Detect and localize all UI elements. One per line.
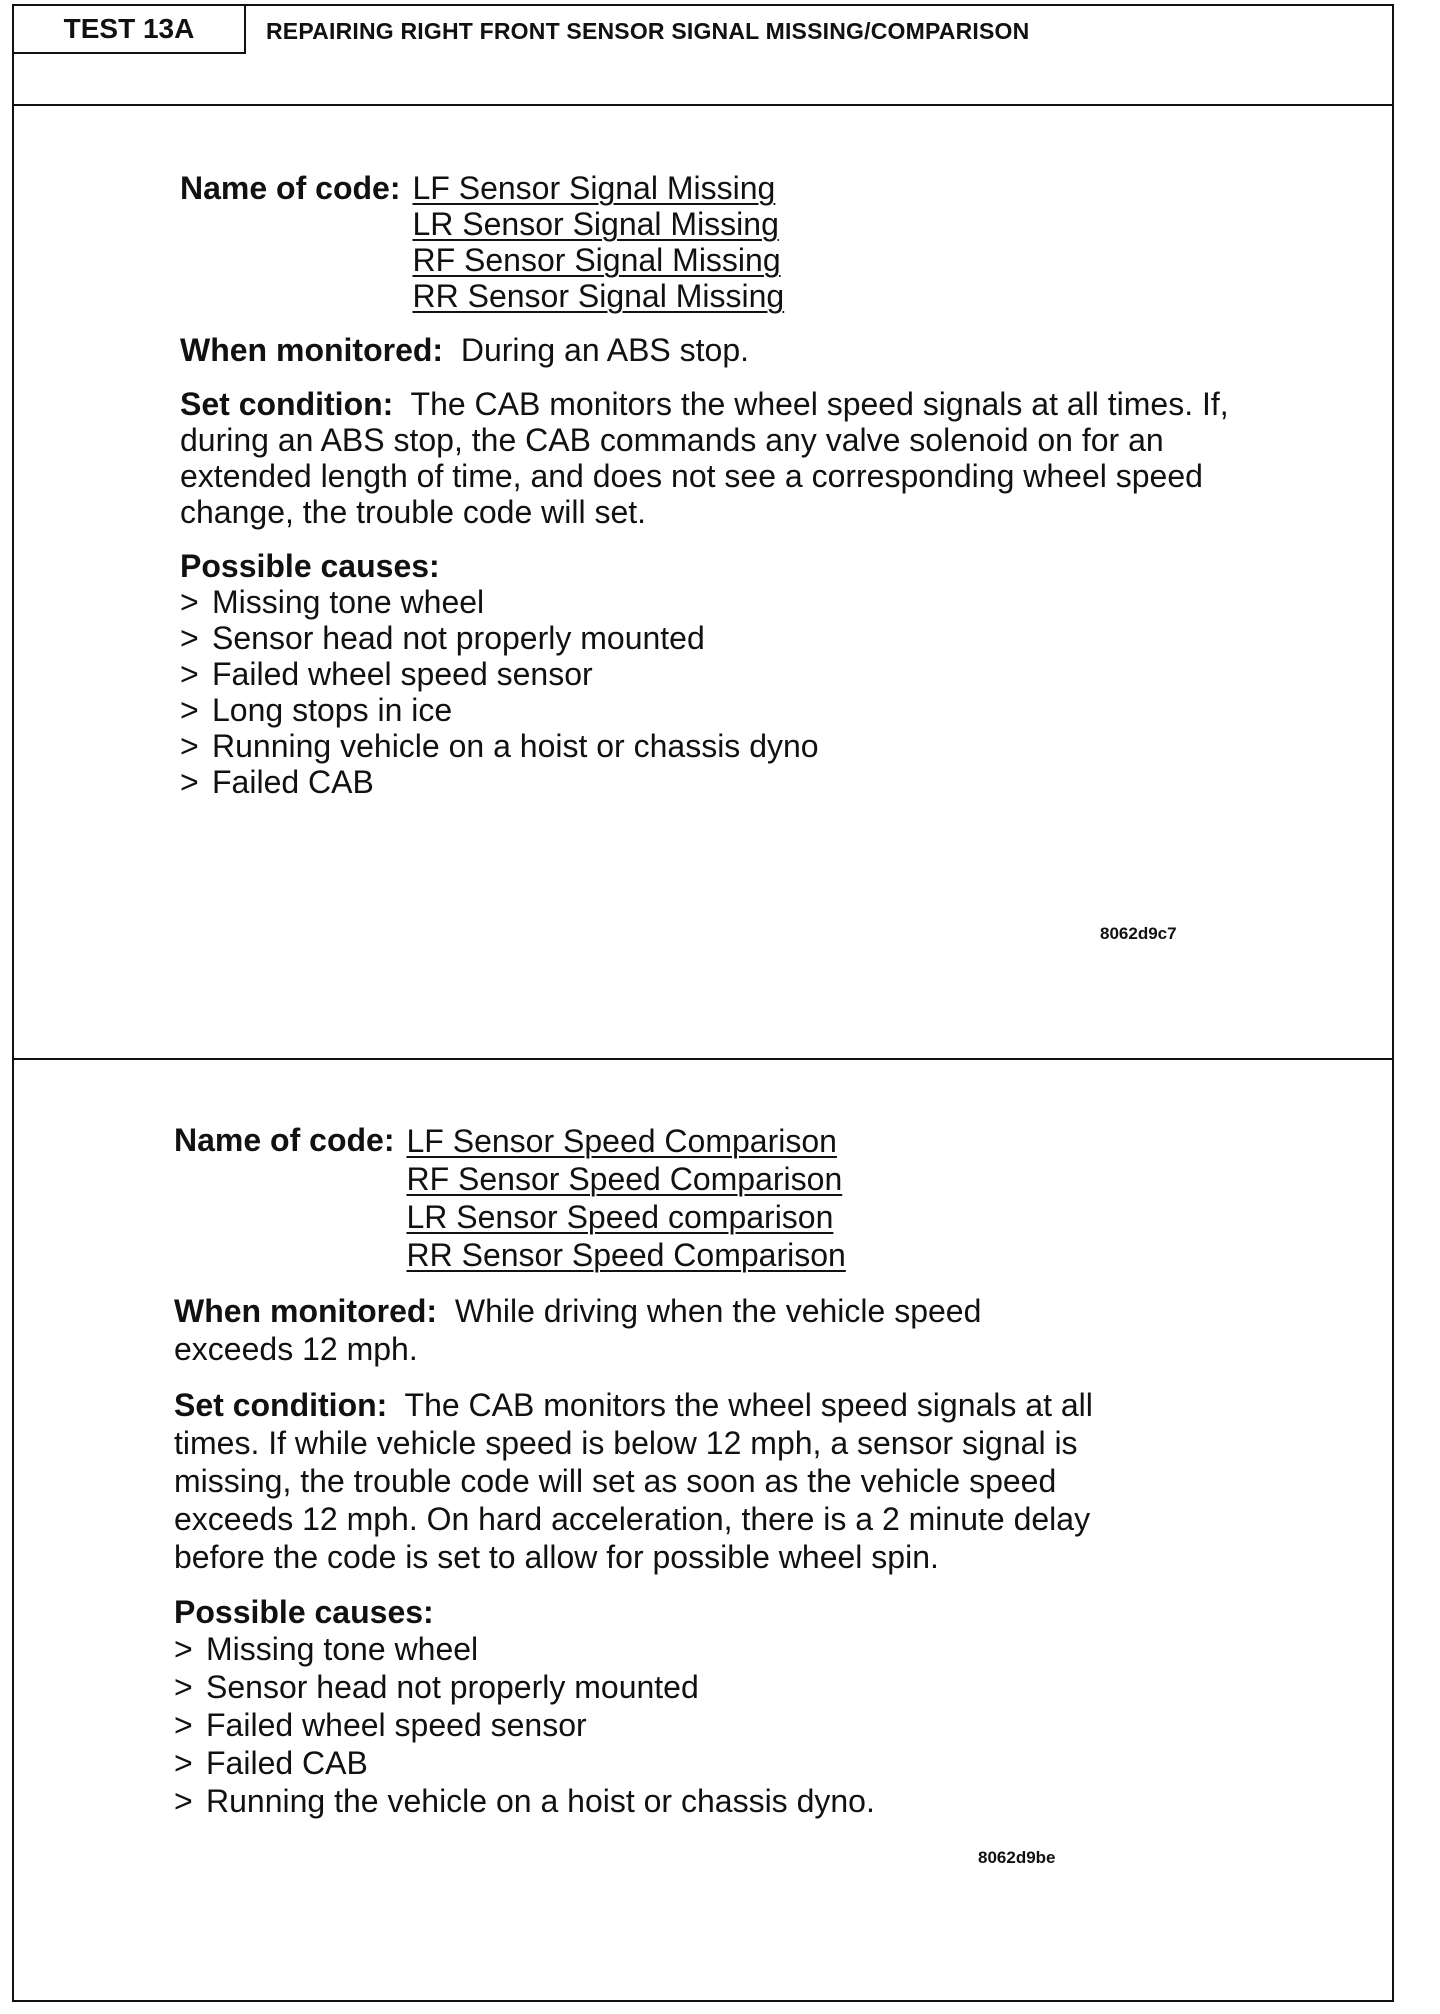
code-item: LR Sensor Signal Missing — [412, 206, 779, 242]
set-condition-label: Set condition: — [174, 1387, 388, 1423]
cause-text: Missing tone wheel — [212, 584, 485, 620]
when-monitored-paragraph — [174, 1292, 1104, 1368]
cause-list — [174, 1630, 1104, 1820]
code-item: LR Sensor Speed comparison — [406, 1199, 834, 1235]
set-condition-text: The CAB monitors the wheel speed signals at all times. If, during an ABS stop, the CAB commands any valve solenoid on for an extended length of time, and does not see a corresponding wheel speed change, the trouble code will set. — [180, 386, 1229, 530]
cause-item — [180, 620, 1240, 656]
cause-text: Missing tone wheel — [206, 1631, 479, 1667]
code-item: RR Sensor Signal Missing — [412, 278, 785, 314]
figure-ref-id: 8062d9c7 — [1100, 924, 1177, 943]
bullet-marker: > — [180, 692, 199, 728]
bullet-marker: > — [180, 656, 199, 692]
cause-item — [174, 1782, 1104, 1820]
figure-ref-id: 8062d9be — [978, 1848, 1056, 1867]
cause-text: Failed wheel speed sensor — [206, 1707, 587, 1743]
set-condition-paragraph — [174, 1386, 1104, 1576]
code-item: LF Sensor Speed Comparison — [406, 1123, 837, 1159]
cause-item — [180, 656, 1240, 692]
cause-text: Sensor head not properly mounted — [206, 1669, 699, 1705]
code-item: RR Sensor Speed Comparison — [406, 1237, 846, 1273]
test-title: REPAIRING RIGHT FRONT SENSOR SIGNAL MISSING/COMPARISON — [266, 18, 1030, 44]
bullet-marker: > — [180, 764, 199, 800]
set-condition-paragraph — [180, 386, 1240, 530]
code-item: RF Sensor Signal Missing — [412, 242, 781, 278]
name-of-code-label: Name of code: — [180, 170, 401, 206]
bullet-marker: > — [180, 584, 199, 620]
code-list — [412, 170, 784, 314]
header-row — [14, 6, 1392, 106]
cause-item — [174, 1668, 1104, 1706]
when-monitored-text: During an ABS stop. — [460, 332, 750, 368]
cause-item — [180, 692, 1240, 728]
cause-item — [174, 1706, 1104, 1744]
code-item: RF Sensor Speed Comparison — [406, 1161, 843, 1197]
bullet-marker: > — [174, 1631, 193, 1667]
cause-item — [180, 728, 1240, 764]
cause-text: Long stops in ice — [212, 692, 453, 728]
code-list — [406, 1122, 845, 1274]
section-signal-missing — [180, 170, 1240, 800]
cause-text: Failed CAB — [206, 1745, 368, 1781]
bullet-marker: > — [180, 728, 199, 764]
cause-item — [180, 584, 1240, 620]
bullet-marker: > — [174, 1707, 193, 1743]
when-monitored-label: When monitored: — [174, 1293, 438, 1329]
cause-list — [180, 584, 1240, 800]
bullet-marker: > — [174, 1669, 193, 1705]
bullet-marker: > — [174, 1745, 193, 1781]
set-condition-text: The CAB monitors the wheel speed signals at all times. If while vehicle speed is below 12 mph, a sensor signal is missing, the trouble code will set as soon as the vehicle speed exceeds 12 mph. On hard acceleration, there is a 2 minute delay before the code is set to allow for possible wheel spin. — [174, 1387, 1093, 1575]
when-monitored-paragraph — [180, 332, 1240, 368]
code-item: LF Sensor Signal Missing — [412, 170, 776, 206]
cause-text: Running vehicle on a hoist or chassis dyno — [212, 728, 819, 764]
possible-causes-heading: Possible causes: — [174, 1594, 434, 1630]
cause-item — [180, 764, 1240, 800]
cause-text: Running the vehicle on a hoist or chassis dyno. — [206, 1783, 875, 1819]
bullet-marker: > — [174, 1783, 193, 1819]
cause-item — [174, 1630, 1104, 1668]
section-divider — [14, 1058, 1392, 1060]
bullet-marker: > — [180, 620, 199, 656]
code-names-block — [174, 1122, 1104, 1274]
set-condition-label: Set condition: — [180, 386, 394, 422]
cause-text: Failed CAB — [212, 764, 374, 800]
cause-text: Sensor head not properly mounted — [212, 620, 705, 656]
possible-causes-heading: Possible causes: — [180, 548, 440, 584]
when-monitored-label: When monitored: — [180, 332, 444, 368]
code-names-block — [180, 170, 1240, 314]
section-speed-comparison — [174, 1122, 1104, 1820]
when-monitored-text: While driving when the vehicle speed exceeds 12 mph. — [174, 1293, 982, 1367]
cause-text: Failed wheel speed sensor — [212, 656, 593, 692]
name-of-code-label: Name of code: — [174, 1122, 395, 1158]
cause-item — [174, 1744, 1104, 1782]
test-id-label: TEST 13A — [14, 6, 246, 54]
